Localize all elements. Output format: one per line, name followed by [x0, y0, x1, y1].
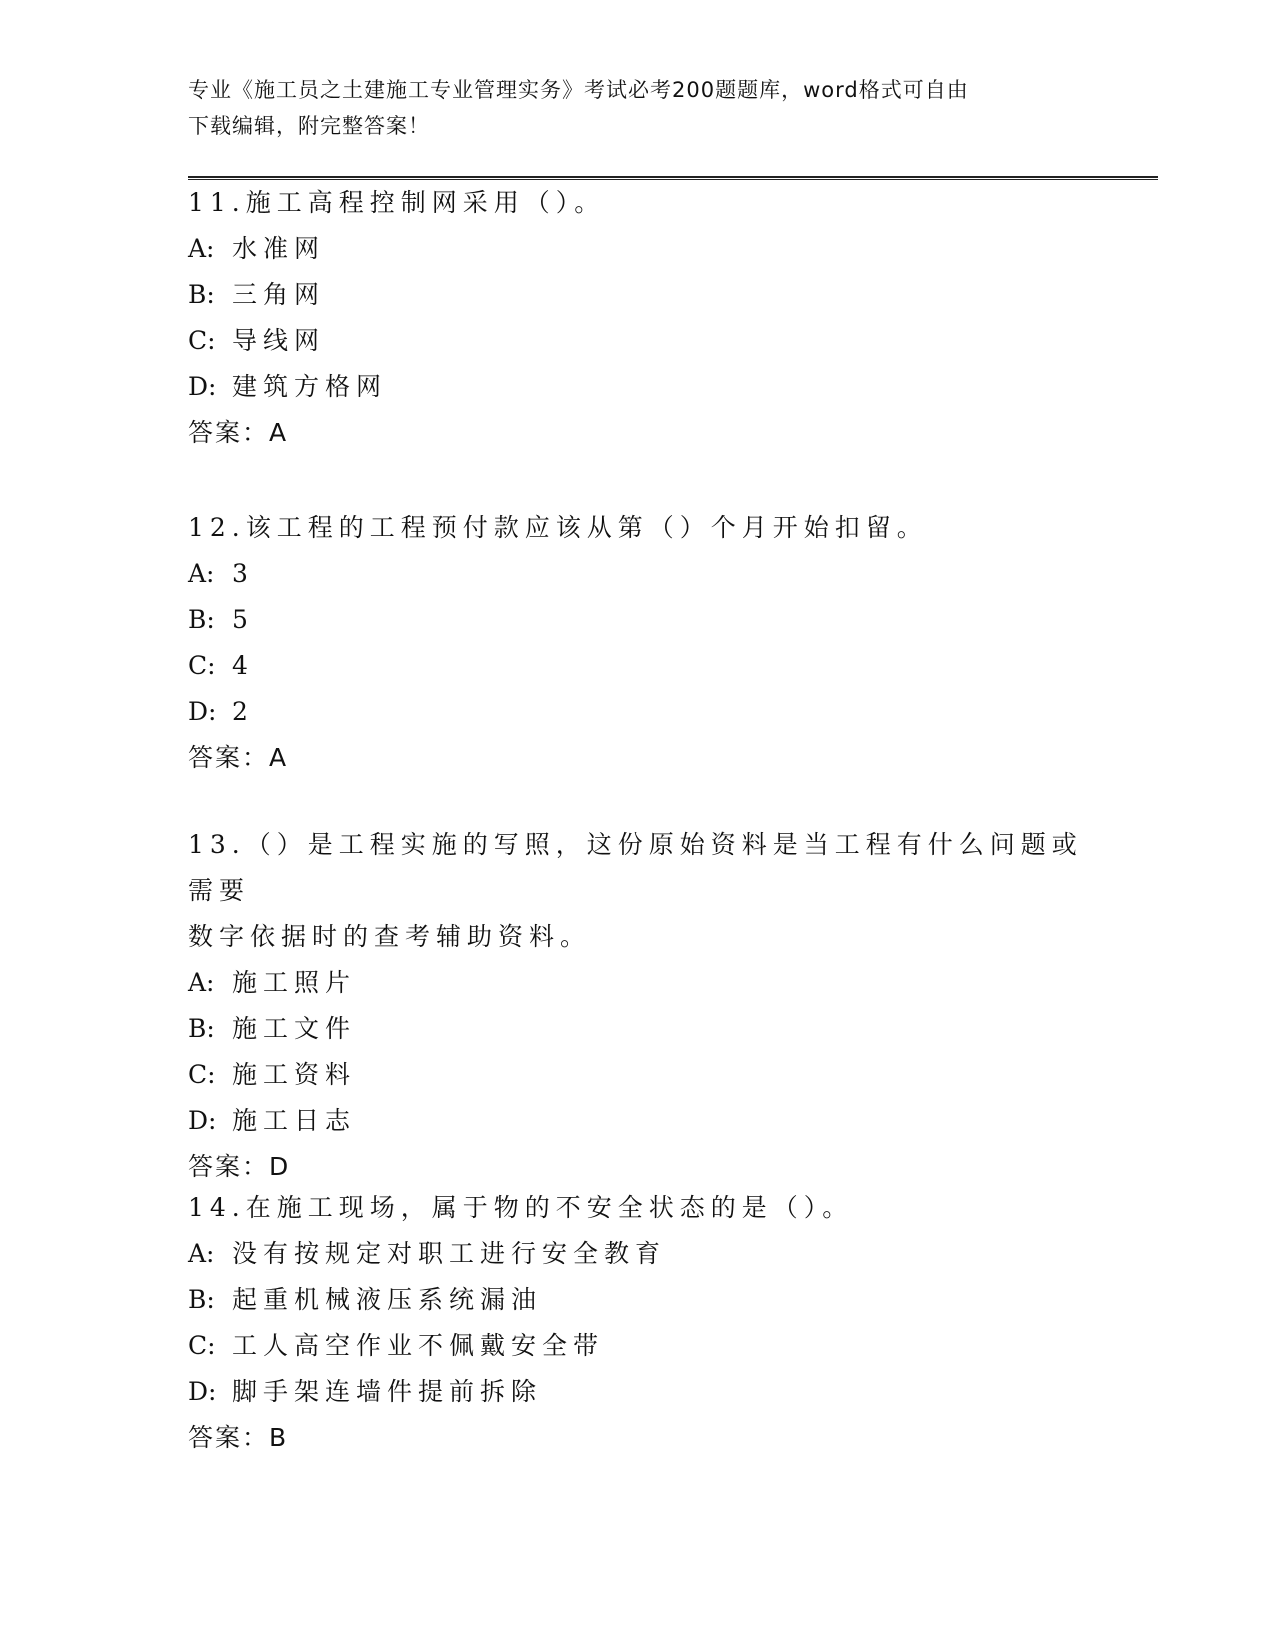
answer-label: 答案：D [188, 1152, 291, 1181]
question-13 [188, 822, 1088, 1190]
option-text: 5 [232, 605, 254, 634]
question-12 [188, 505, 1088, 781]
answer-label: 答案：A [188, 743, 289, 772]
option-c [188, 1323, 1088, 1369]
option-text: 三角网 [232, 280, 326, 309]
option-a [188, 551, 1088, 597]
header-line-2: 下载编辑，附完整答案！ [188, 114, 430, 138]
question-text: 14.在施工现场，属于物的不安全状态的是（）。 [188, 1193, 854, 1222]
option-a [188, 960, 1088, 1006]
option-b [188, 597, 1088, 643]
question-text: 11.施工高程控制网采用（）。 [188, 188, 606, 217]
option-key: C: [188, 651, 216, 680]
option-c [188, 318, 1088, 364]
option-key: C: [188, 1331, 216, 1360]
option-d [188, 1369, 1088, 1415]
option-key: C: [188, 326, 216, 355]
option-text: 没有按规定对职工进行安全教育 [232, 1239, 667, 1268]
document-header [188, 72, 1068, 144]
option-key: C: [188, 1060, 216, 1089]
option-a [188, 1231, 1088, 1277]
option-text: 3 [232, 559, 254, 588]
option-d [188, 364, 1088, 410]
option-text: 工人高空作业不佩戴安全带 [232, 1331, 605, 1360]
option-text: 2 [232, 697, 254, 726]
option-text: 施工文件 [232, 1014, 357, 1043]
option-text: 导线网 [232, 326, 326, 355]
question-11 [188, 180, 1088, 456]
option-text: 水准网 [232, 234, 326, 263]
header-line-1: 专业《施工员之土建施工专业管理实务》考试必考200题题库，word格式可自由 [188, 78, 969, 102]
question-text: 12.该工程的工程预付款应该从第（）个月开始扣留。 [188, 513, 928, 542]
option-text: 起重机械液压系统漏油 [232, 1285, 543, 1314]
option-key: D: [188, 1377, 217, 1406]
option-key: A: [188, 559, 215, 588]
option-key: B: [188, 1014, 215, 1043]
answer-label: 答案：A [188, 418, 289, 447]
option-a [188, 226, 1088, 272]
question-text-continued: 数字依据时的查考辅助资料。 [188, 922, 592, 951]
option-key: A: [188, 968, 215, 997]
option-text: 施工日志 [232, 1106, 357, 1135]
option-key: B: [188, 605, 215, 634]
option-key: B: [188, 280, 215, 309]
option-b [188, 272, 1088, 318]
option-key: A: [188, 234, 215, 263]
option-b [188, 1006, 1088, 1052]
option-text: 施工资料 [232, 1060, 357, 1089]
question-14 [188, 1185, 1088, 1461]
option-c [188, 1052, 1088, 1098]
option-key: D: [188, 372, 217, 401]
option-b [188, 1277, 1088, 1323]
option-text: 4 [232, 651, 254, 680]
question-text: 13.（）是工程实施的写照，这份原始资料是当工程有什么问题或需要 [188, 830, 1083, 905]
option-key: A: [188, 1239, 215, 1268]
option-key: B: [188, 1285, 215, 1314]
option-text: 脚手架连墙件提前拆除 [232, 1377, 543, 1406]
answer-label: 答案：B [188, 1423, 289, 1452]
option-key: D: [188, 697, 217, 726]
option-d [188, 689, 1088, 735]
option-key: D: [188, 1106, 217, 1135]
option-d [188, 1098, 1088, 1144]
option-text: 建筑方格网 [232, 372, 388, 401]
option-text: 施工照片 [232, 968, 357, 997]
option-c [188, 643, 1088, 689]
